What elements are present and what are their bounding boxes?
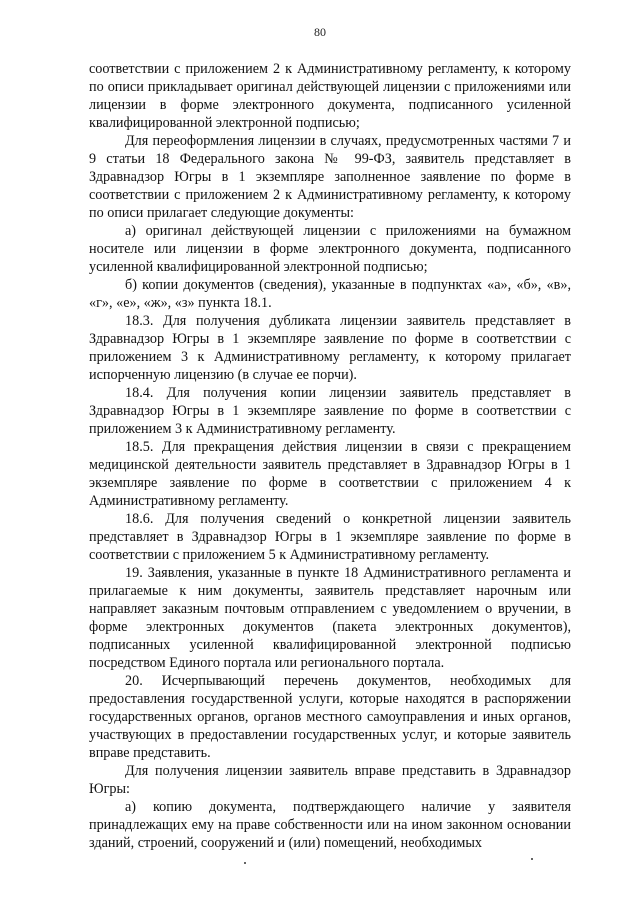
paragraph-18-3: 18.3. Для получения дубликата лицензии заявитель представляет в Здравнадзор Югры в 1 экземпляре заявление по форме в соответствии с приложением 3 к Административному регламенту, к которому прилагает испорченную лицензию (в случае ее порчи). bbox=[89, 313, 571, 383]
paragraph-18-6: 18.6. Для получения сведений о конкретной лицензии заявитель представляет в Здравнадзор Югры в 1 экземпляре заявление по форме в соответствии с приложением 5 к Административному регламенту. bbox=[89, 511, 571, 563]
paragraph-reissue: Для переоформления лицензии в случаях, предусмотренных частями 7 и 9 статьи 18 Федерального закона № 99-ФЗ, заявитель представляет в Здравнадзор Югры в 1 экземпляре заполненное заявление по форме в соответствии с приложением 2 к Административному регламенту, к которому по описи прилагает следующие документы: bbox=[89, 133, 571, 221]
paragraph-18-5: 18.5. Для прекращения действия лицензии в связи с прекращением медицинской деятельности заявитель представляет в Здравнадзор Югры в 1 экземпляре заявление по форме в соответствии с приложением 4 к Административному регламенту. bbox=[89, 439, 571, 509]
paragraph-18-4: 18.4. Для получения копии лицензии заявитель представляет в Здравнадзор Югры в 1 экземпляре заявление по форме в соответствии с приложением 3 к Административному регламенту. bbox=[89, 385, 571, 437]
paragraph-item-b: б) копии документов (сведения), указанные в подпунктах «а», «б», «в», «г», «е», «ж», «з» пункта 18.1. bbox=[89, 277, 571, 311]
paragraph-license-intro: Для получения лицензии заявитель вправе представить в Здравнадзор Югры: bbox=[89, 763, 571, 797]
paragraph-continuation: соответствии с приложением 2 к Административному регламенту, к которому по описи прикладывает оригинал действующей лицензии с приложениями или лицензии в форме электронного документа, подписанного усиленной квалифицированной электронной подписью; bbox=[89, 61, 571, 131]
paragraph-item-a: а) оригинал действующей лицензии с приложениями на бумажном носителе или лицензии в форме электронного документа, подписанного усиленной квалифицированной электронной подписью; bbox=[89, 223, 571, 275]
paragraph-19: 19. Заявления, указанные в пункте 18 Административного регламента и прилагаемые к ним документы, заявитель представляет нарочным или направляет заказным почтовым отправлением с уведомлением о вручении, в форме электронных документов (пакета электронных документов), подписанных усиленной квалифицированной электронной подписью посредством Единого портала или регионального портала. bbox=[89, 565, 571, 671]
paragraph-20: 20. Исчерпывающий перечень документов, необходимых для предоставления государственной услуги, которые находятся в распоряжении государственных органов, органов местного самоуправления и иных органов, участвующих в предоставлении государственных услуг, и которые заявитель вправе представить. bbox=[89, 673, 571, 761]
page-number: 80 bbox=[314, 25, 326, 39]
scan-speck bbox=[531, 858, 533, 860]
document-body bbox=[89, 60, 571, 852]
paragraph-license-item-a: а) копию документа, подтверждающего наличие у заявителя принадлежащих ему на праве собственности или на ином законном основании зданий, строений, сооружений и (или) помещений, необходимых bbox=[89, 799, 571, 851]
scan-speck bbox=[244, 862, 246, 864]
